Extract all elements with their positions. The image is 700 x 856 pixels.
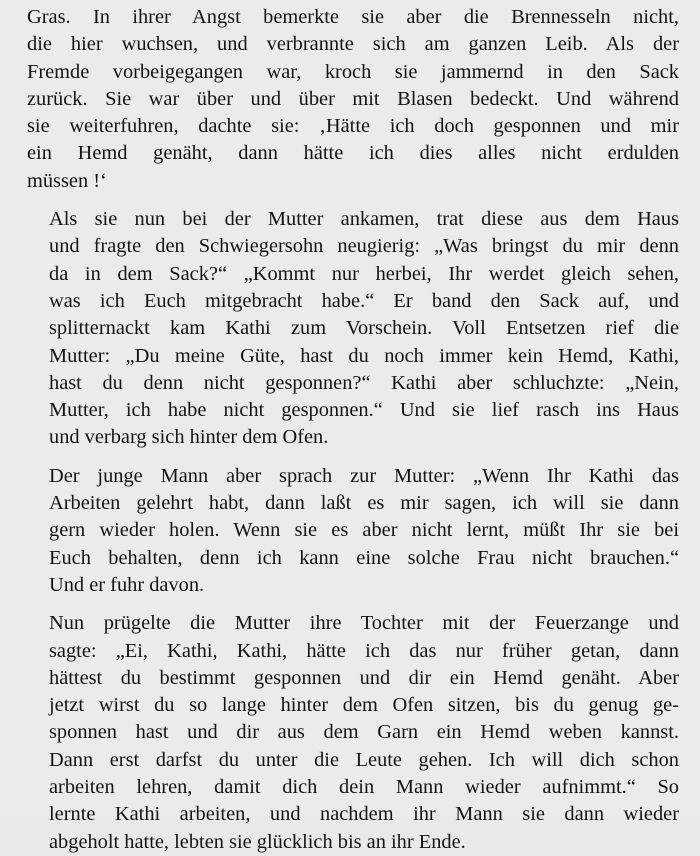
text-line: zurück. Sie war über und über mit Blasen bedeckt. Und während bbox=[27, 87, 679, 110]
text-line: splitternackt kam Kathi zum Vorschein. Voll Entsetzen rief die bbox=[49, 317, 679, 340]
text-line: müssen !‘ bbox=[27, 169, 107, 192]
text-line: Mutter, ich habe nicht gesponnen.“ Und sie lief rasch ins Haus bbox=[49, 399, 679, 422]
text-line: hättest du bestimmt gesponnen und dir ein Hemd genäht. Aber bbox=[49, 666, 679, 689]
text-line: abgeholt hatte, lebten sie glücklich bis an ihr Ende. bbox=[49, 830, 466, 853]
text-line: Nun prügelte die Mutter ihre Tochter mit der Feuerzange und bbox=[49, 612, 679, 635]
text-line: ein Hemd genäht, dann hätte ich dies alles nicht erdulden bbox=[27, 142, 679, 165]
text-line: und verbarg sich hinter dem Ofen. bbox=[49, 426, 329, 449]
text-line: gern wieder holen. Wenn sie es aber nicht lernt, müßt Ihr sie bei bbox=[49, 519, 679, 542]
text-line: Fremde vorbeigegangen war, kroch sie jammernd in den Sack bbox=[27, 60, 679, 83]
text-line: sie weiterfuhren, dachte sie: ‚Hätte ich doch gesponnen und mir bbox=[27, 115, 679, 138]
paragraph-3 bbox=[27, 463, 679, 599]
paragraph-2 bbox=[27, 206, 679, 452]
text-line: Der junge Mann aber sprach zur Mutter: „Wenn Ihr Kathi das bbox=[49, 464, 679, 487]
text-line: die hier wuchsen, und verbrannte sich am ganzen Leib. Als der bbox=[27, 33, 679, 56]
paragraph-4 bbox=[27, 610, 679, 856]
text-line: Mutter: „Du meine Güte, hast du noch immer kein Hemd, Kathi, bbox=[49, 344, 679, 367]
text-line: Euch behalten, denn ich kann eine solche Frau nicht brauchen.“ bbox=[49, 546, 679, 569]
text-line: Gras. In ihrer Angst bemerkte sie aber die Brennesseln nicht, bbox=[27, 6, 679, 28]
text-line: hast du denn nicht gesponnen?“ Kathi aber schluchzte: „Nein, bbox=[49, 371, 679, 394]
text-line: sagte: „Ei, Kathi, Kathi, hätte ich das nur früher getan, dann bbox=[49, 639, 679, 662]
text-line: da in dem Sack?“ „Kommt nur herbei, Ihr werdet gleich sehen, bbox=[49, 262, 679, 285]
text-line: sponnen hast und dir aus dem Garn ein Hemd weben kannst. bbox=[49, 721, 679, 744]
text-line: und fragte den Schwiegersohn neugierig: „Was bringst du mir denn bbox=[49, 235, 679, 258]
text-line: Und er fuhr davon. bbox=[49, 573, 205, 596]
text-line: lernte Kathi arbeiten, und nachdem ihr Mann sie dann wieder bbox=[49, 803, 679, 826]
paragraph-1 bbox=[27, 4, 679, 195]
text-line: jetzt wirst du so lange hinter dem Ofen sitzen, bis du genug ge- bbox=[49, 694, 679, 717]
text-line: Arbeiten gelehrt habt, dann laßt es mir sagen, ich will sie dann bbox=[49, 492, 679, 515]
text-line: arbeiten lehren, damit dich dein Mann wieder aufnimmt.“ So bbox=[49, 776, 679, 799]
text-line: Als sie nun bei der Mutter ankamen, trat diese aus dem Haus bbox=[49, 208, 679, 231]
text-line: was ich Euch mitgebracht habe.“ Er band den Sack auf, und bbox=[49, 289, 679, 312]
text-line: Dann erst darfst du unter die Leute gehen. Ich will dich schon bbox=[49, 748, 679, 771]
